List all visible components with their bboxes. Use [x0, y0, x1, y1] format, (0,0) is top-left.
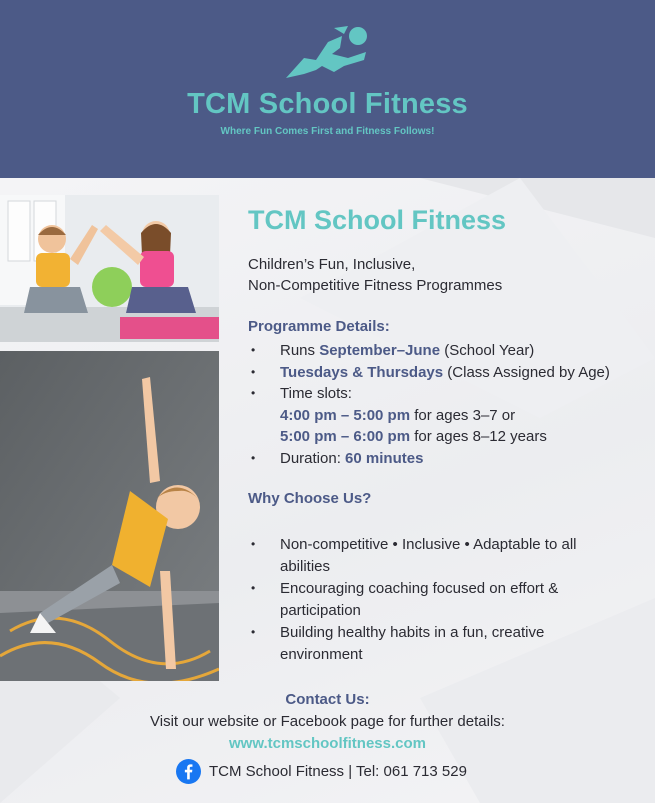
slot-time: 5:00 pm – 6:00 pm: [280, 428, 411, 445]
facebook-icon[interactable]: [176, 759, 201, 784]
photo-kids-high-five: [0, 195, 219, 342]
item-text: Encouraging coaching focused on effort & participation: [280, 580, 559, 619]
slot-text: for ages 8–12 years: [410, 428, 547, 445]
item-text: Duration:: [280, 449, 346, 467]
facebook-row[interactable]: [176, 758, 467, 784]
item-text: Time slots:: [280, 385, 352, 402]
list-item: [248, 383, 648, 405]
bullet: •: [251, 364, 256, 379]
brand-tagline: Where Fun Comes First and Fitness Follows!: [220, 126, 435, 137]
item-highlight: 60 minutes: [345, 449, 424, 467]
main-title: TCM School Fitness: [248, 205, 507, 235]
subtitle-line-1: Children’s Fun, Inclusive,: [248, 256, 416, 273]
list-item: [248, 534, 620, 577]
contact-text: Visit our website or Facebook page for further details:: [150, 713, 505, 730]
item-text: Non-competitive • Inclusive • Adaptable to all abilities: [280, 536, 577, 575]
contact-heading: Contact Us:: [285, 691, 370, 708]
bullet: •: [251, 625, 256, 639]
subtitle: [248, 254, 648, 296]
photo-boy-side-plank: [0, 351, 219, 681]
website-link[interactable]: www.tcmschoolfitness.com: [229, 735, 426, 752]
bullet: •: [251, 450, 256, 465]
list-item: [248, 340, 648, 362]
why-list: [248, 534, 620, 665]
slot-time: 4:00 pm – 5:00 pm: [280, 406, 411, 424]
why-heading: Why Choose Us?: [248, 490, 372, 507]
facebook-contact-text: TCM School Fitness | Tel: 061 713 529: [209, 762, 467, 780]
bullet: •: [251, 386, 256, 400]
list-item: [248, 578, 620, 621]
time-slot: [248, 405, 648, 427]
time-slot: [248, 426, 648, 448]
item-text: (School Year): [440, 342, 535, 359]
header-banner: [0, 0, 655, 178]
item-text: Building healthy habits in a fun, creative environment: [280, 624, 545, 663]
item-text: Runs: [280, 342, 320, 359]
running-figure-logo-icon: [282, 22, 374, 82]
bullet: •: [251, 343, 256, 357]
programme-heading: Programme Details:: [248, 318, 390, 335]
programme-list: [248, 340, 648, 469]
item-highlight: Tuesdays & Thursdays: [280, 363, 444, 381]
bullet: •: [251, 581, 256, 595]
item-highlight: September–June: [319, 342, 441, 359]
list-item: [248, 448, 648, 470]
list-item: [248, 362, 648, 384]
subtitle-line-2: Non-Competitive Fitness Programmes: [248, 277, 503, 294]
list-item: [248, 622, 620, 665]
slot-text: for ages 3–7 or: [410, 406, 516, 424]
bullet: •: [251, 537, 256, 551]
brand-name: TCM School Fitness: [187, 88, 468, 120]
item-text: (Class Assigned by Age): [443, 363, 610, 381]
